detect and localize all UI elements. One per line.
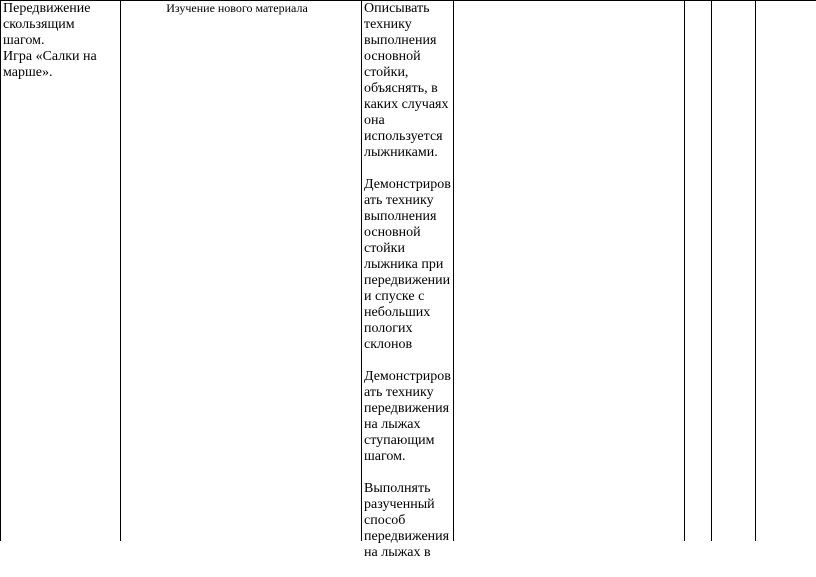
- activity-line: ать технику: [364, 193, 434, 208]
- topic-line: Передвижение: [3, 1, 91, 16]
- activity-line: выполнения: [364, 33, 437, 48]
- activity-line: стойки: [364, 241, 405, 256]
- activity-line: склонов: [364, 337, 413, 352]
- activity-line: небольших: [364, 305, 431, 320]
- activity-paragraph: [364, 1, 454, 161]
- activity-line: технику: [364, 17, 412, 32]
- activity-line: ступающим: [364, 433, 435, 448]
- activity-line: основной: [364, 225, 421, 240]
- activity-line: разученный: [364, 497, 435, 512]
- topic-cell: [3, 1, 119, 81]
- activity-line: каких случаях: [364, 97, 449, 112]
- activity-paragraph: [364, 177, 454, 353]
- activity-line: Описывать: [364, 1, 430, 16]
- activity-line: Демонстриров: [364, 177, 451, 192]
- topic-line: Игра «Салки на: [3, 49, 97, 64]
- activity-line: выполнения: [364, 209, 437, 224]
- activities-cell: [364, 1, 454, 577]
- column-border-6: [755, 0, 756, 541]
- activity-paragraph: [364, 369, 454, 465]
- topic-line: шагом.: [3, 33, 45, 48]
- topic-line: марше».: [3, 65, 53, 80]
- column-border-0: [0, 0, 1, 541]
- column-border-4: [684, 0, 685, 541]
- topic-line: скользящим: [3, 17, 75, 32]
- activity-paragraph: [364, 481, 454, 561]
- activity-line: она: [364, 113, 385, 128]
- activity-line: передвижения: [364, 529, 450, 544]
- activity-line: на лыжах в: [364, 545, 431, 560]
- activity-line: передвижении: [364, 273, 451, 288]
- activity-line: способ: [364, 513, 406, 528]
- activity-line: объяснять, в: [364, 81, 438, 96]
- column-border-1: [120, 0, 121, 541]
- activity-line: ать технику: [364, 385, 434, 400]
- activity-line: и спуске с: [364, 289, 425, 304]
- activity-line: Демонстриров: [364, 369, 451, 384]
- activity-line: пологих: [364, 321, 413, 336]
- activity-line: лыжниками.: [364, 145, 438, 160]
- activity-line: на лыжах: [364, 417, 421, 432]
- activity-line: используется: [364, 129, 443, 144]
- activity-line: лыжника при: [364, 257, 444, 272]
- activity-line: шагом.: [364, 449, 406, 464]
- lesson-type-text: Изучение нового материала: [166, 1, 308, 15]
- column-border-5: [711, 0, 712, 541]
- column-border-2: [361, 0, 362, 541]
- activity-line: стойки,: [364, 65, 409, 80]
- activity-line: передвижения: [364, 401, 450, 416]
- activity-line: основной: [364, 49, 421, 64]
- lesson-type-cell: [122, 1, 352, 16]
- activity-line: Выполнять: [364, 481, 431, 496]
